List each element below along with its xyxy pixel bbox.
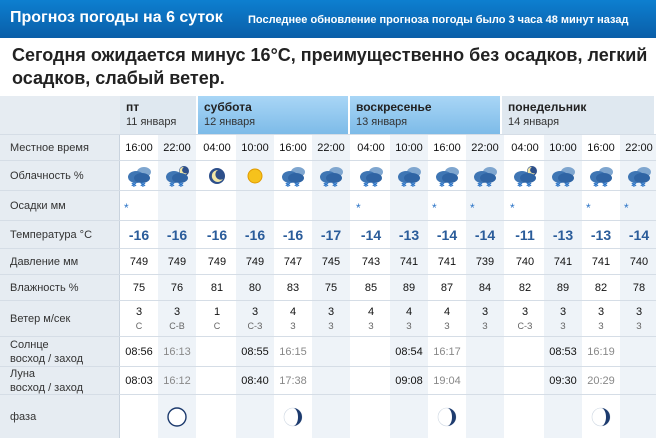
pressure-cell: 741 bbox=[399, 255, 419, 268]
column-stripe bbox=[390, 395, 428, 438]
temperature-cell: -16 bbox=[166, 226, 188, 243]
sunset-cell: 16:17 bbox=[433, 345, 461, 358]
pressure-cell: 747 bbox=[283, 255, 303, 268]
wind-direction: З bbox=[444, 320, 450, 331]
precip-cell bbox=[582, 191, 620, 220]
time-cell: 16:00 bbox=[125, 141, 153, 154]
wind-direction: З bbox=[482, 320, 488, 331]
snowflake-icon: * bbox=[356, 201, 361, 215]
precip-row-label bbox=[0, 191, 120, 220]
moon-icon bbox=[203, 164, 231, 188]
time-cell: 16:00 bbox=[587, 141, 615, 154]
page-title: Прогноз погоды на 6 суток bbox=[10, 9, 223, 26]
wind-direction: С-В bbox=[169, 320, 185, 331]
column-stripe bbox=[274, 191, 312, 220]
moonrise-cell: 09:08 bbox=[395, 374, 423, 387]
column-stripe bbox=[352, 367, 390, 394]
cloud-snow-icon bbox=[433, 164, 461, 188]
svg-text:✱: ✱ bbox=[410, 181, 416, 188]
precip-cell bbox=[506, 191, 544, 220]
column-stripe bbox=[466, 337, 504, 366]
humidity-cell: 89 bbox=[556, 281, 570, 294]
precip-cell bbox=[352, 191, 390, 220]
moon-phase-cell bbox=[274, 395, 312, 438]
wind-cell bbox=[390, 301, 428, 336]
column-stripe bbox=[506, 367, 544, 394]
svg-text:✱: ✱ bbox=[448, 181, 454, 188]
day-name: суббота bbox=[204, 100, 252, 114]
waxing-moon-icon bbox=[590, 406, 612, 428]
sunrise-cell: 08:54 bbox=[395, 345, 423, 358]
sun-row-label bbox=[0, 337, 120, 366]
row-label-text: Ветер м/сек bbox=[10, 312, 71, 325]
moon-phase-cell bbox=[428, 395, 466, 438]
wind-cell bbox=[158, 301, 196, 336]
svg-text:✱: ✱ bbox=[631, 181, 637, 188]
snowflake-icon: * bbox=[624, 201, 629, 215]
cloud-cell bbox=[428, 161, 466, 190]
snowflake-icon: * bbox=[432, 201, 437, 215]
time-cell: 22:00 bbox=[471, 141, 499, 154]
wind-speed: 4 bbox=[443, 305, 451, 318]
column-stripe bbox=[236, 191, 274, 220]
temperature-cell: -14 bbox=[474, 226, 496, 243]
wind-speed: 3 bbox=[481, 305, 489, 318]
moonrise-cell: 08:03 bbox=[125, 374, 153, 387]
column-stripe bbox=[466, 395, 504, 438]
wind-speed: 1 bbox=[213, 305, 221, 318]
cloud-snow-icon bbox=[395, 164, 423, 188]
wind-speed: 3 bbox=[173, 305, 181, 318]
row-label-text: Солнце bbox=[10, 338, 49, 351]
cloud-snow-icon bbox=[357, 164, 385, 188]
pressure-cell: 749 bbox=[207, 255, 227, 268]
column-stripe bbox=[312, 395, 350, 438]
svg-text:✱: ✱ bbox=[178, 181, 184, 188]
wind-cell bbox=[506, 301, 544, 336]
pressure-cell: 740 bbox=[515, 255, 535, 268]
pressure-cell: 741 bbox=[437, 255, 457, 268]
sunset-cell: 16:13 bbox=[163, 345, 191, 358]
svg-text:✱: ✱ bbox=[294, 181, 300, 188]
moon-phase-row-label bbox=[0, 395, 120, 438]
row-sublabel-text: восход / заход bbox=[10, 381, 84, 394]
day-header-1 bbox=[198, 96, 348, 134]
svg-text:✱: ✱ bbox=[363, 181, 369, 188]
column-stripe bbox=[120, 395, 158, 438]
temperature-cell: -13 bbox=[552, 226, 574, 243]
svg-text:✱: ✱ bbox=[602, 181, 608, 188]
pressure-cell: 739 bbox=[475, 255, 495, 268]
wind-direction: З bbox=[560, 320, 566, 331]
cloud-snow-icon bbox=[549, 164, 577, 188]
time-cell: 04:00 bbox=[357, 141, 385, 154]
pressure-cell: 745 bbox=[321, 255, 341, 268]
snowflake-icon: * bbox=[510, 201, 515, 215]
day-header-0 bbox=[120, 96, 196, 134]
temperature-cell: -16 bbox=[128, 226, 150, 243]
summary-text: Сегодня ожидается минус 16°С, преимущественно без осадков, легкий осадков, слабый ветер. bbox=[12, 45, 648, 88]
time-row-label bbox=[0, 135, 120, 160]
sun-row bbox=[0, 336, 656, 366]
humidity-cell: 80 bbox=[248, 281, 262, 294]
humidity-cell: 89 bbox=[402, 281, 416, 294]
wind-direction: З bbox=[406, 320, 412, 331]
moonset-cell: 17:38 bbox=[279, 374, 307, 387]
wind-cell bbox=[198, 301, 236, 336]
column-stripe bbox=[506, 395, 544, 438]
pressure-cell: 749 bbox=[167, 255, 187, 268]
cloud-cell bbox=[620, 161, 656, 190]
night-cloud-snow-icon bbox=[511, 164, 539, 188]
snowflake-icon: * bbox=[470, 201, 475, 215]
humidity-cell: 84 bbox=[478, 281, 492, 294]
row-label-text: Осадки мм bbox=[10, 199, 66, 212]
svg-text:✱: ✱ bbox=[564, 181, 570, 188]
time-cell: 22:00 bbox=[317, 141, 345, 154]
temperature-row-label bbox=[0, 221, 120, 248]
time-cell: 04:00 bbox=[511, 141, 539, 154]
moon-phase-cell bbox=[158, 395, 196, 438]
pressure-row-label bbox=[0, 249, 120, 274]
moon-row-label bbox=[0, 367, 120, 394]
sun-icon bbox=[241, 164, 269, 188]
wind-cell bbox=[352, 301, 390, 336]
svg-text:✱: ✱ bbox=[372, 181, 378, 188]
humidity-cell: 85 bbox=[364, 281, 378, 294]
moonrise-cell: 08:40 bbox=[241, 374, 269, 387]
row-label-text: Давление мм bbox=[10, 255, 79, 268]
temperature-cell: -16 bbox=[206, 226, 228, 243]
svg-text:✱: ✱ bbox=[517, 181, 523, 188]
cloud-cell bbox=[198, 161, 236, 190]
column-stripe bbox=[312, 191, 350, 220]
wind-cell bbox=[274, 301, 312, 336]
wind-speed: 4 bbox=[289, 305, 297, 318]
row-label-text: Влажность % bbox=[10, 281, 79, 294]
humidity-cell: 82 bbox=[518, 281, 532, 294]
time-cell: 04:00 bbox=[203, 141, 231, 154]
full-moon-icon bbox=[166, 406, 188, 428]
wind-row bbox=[0, 300, 656, 336]
column-stripe bbox=[352, 337, 390, 366]
svg-text:✱: ✱ bbox=[401, 181, 407, 188]
day-date: 14 января bbox=[508, 116, 560, 128]
column-stripe bbox=[198, 395, 236, 438]
cloud-cell bbox=[390, 161, 428, 190]
column-stripe bbox=[236, 395, 274, 438]
humidity-cell: 76 bbox=[170, 281, 184, 294]
precip-row bbox=[0, 190, 656, 220]
wind-direction: С bbox=[213, 320, 221, 331]
moonrise-cell: 09:30 bbox=[549, 374, 577, 387]
column-stripe bbox=[158, 191, 196, 220]
humidity-cell: 87 bbox=[440, 281, 454, 294]
day-name: пт bbox=[126, 100, 140, 114]
temperature-cell: -13 bbox=[398, 226, 420, 243]
precip-cell bbox=[428, 191, 466, 220]
cloud-cell bbox=[312, 161, 350, 190]
snowflake-icon: * bbox=[586, 201, 591, 215]
wind-speed: 3 bbox=[251, 305, 259, 318]
column-stripe bbox=[620, 337, 656, 366]
column-stripe bbox=[506, 337, 544, 366]
time-cell: 10:00 bbox=[241, 141, 269, 154]
sunrise-cell: 08:56 bbox=[125, 345, 153, 358]
row-sublabel-text: восход / заход bbox=[10, 352, 84, 365]
humidity-cell: 78 bbox=[632, 281, 646, 294]
table-corner bbox=[0, 96, 120, 134]
svg-text:✱: ✱ bbox=[169, 181, 175, 188]
precip-cell bbox=[620, 191, 656, 220]
cloud-cell bbox=[466, 161, 504, 190]
cloud-cell bbox=[120, 161, 158, 190]
cloud-cell bbox=[236, 161, 274, 190]
sunset-cell: 16:15 bbox=[279, 345, 307, 358]
cloud-cell bbox=[274, 161, 312, 190]
cloud-snow-icon bbox=[279, 164, 307, 188]
svg-text:✱: ✱ bbox=[285, 181, 291, 188]
time-row bbox=[0, 134, 656, 160]
moonset-cell: 19:04 bbox=[433, 374, 461, 387]
svg-text:✱: ✱ bbox=[131, 181, 137, 188]
day-header-3 bbox=[502, 96, 654, 134]
wind-cell bbox=[466, 301, 504, 336]
svg-text:✱: ✱ bbox=[439, 181, 445, 188]
svg-text:✱: ✱ bbox=[140, 181, 146, 188]
cloud-row bbox=[0, 160, 656, 190]
wind-cell bbox=[428, 301, 466, 336]
temperature-cell: -14 bbox=[628, 226, 650, 243]
temperature-cell: -11 bbox=[515, 226, 535, 243]
svg-text:✱: ✱ bbox=[323, 181, 329, 188]
moon-row bbox=[0, 366, 656, 394]
cloud-cell bbox=[544, 161, 582, 190]
wind-speed: 3 bbox=[559, 305, 567, 318]
svg-text:✱: ✱ bbox=[477, 181, 483, 188]
wind-speed: 4 bbox=[367, 305, 375, 318]
pressure-cell: 743 bbox=[361, 255, 381, 268]
column-stripe bbox=[620, 367, 656, 394]
time-cell: 22:00 bbox=[163, 141, 191, 154]
pressure-cell: 740 bbox=[629, 255, 649, 268]
day-name: понедельник bbox=[508, 100, 587, 114]
pressure-cell: 749 bbox=[245, 255, 265, 268]
column-stripe bbox=[312, 367, 350, 394]
snowflake-icon: * bbox=[124, 201, 129, 215]
sunrise-cell: 08:53 bbox=[549, 345, 577, 358]
wind-speed: 3 bbox=[635, 305, 643, 318]
humidity-cell: 83 bbox=[286, 281, 300, 294]
pressure-cell: 749 bbox=[129, 255, 149, 268]
column-stripe bbox=[198, 367, 236, 394]
cloud-snow-icon bbox=[625, 164, 653, 188]
column-stripe bbox=[620, 395, 656, 438]
header-bar bbox=[0, 0, 656, 38]
moon-phase-cell bbox=[582, 395, 620, 438]
day-date: 11 января bbox=[126, 116, 177, 128]
svg-text:✱: ✱ bbox=[640, 181, 646, 188]
cloud-snow-icon bbox=[471, 164, 499, 188]
time-cell: 16:00 bbox=[279, 141, 307, 154]
precip-cell bbox=[120, 191, 158, 220]
sunrise-cell: 08:55 bbox=[241, 345, 269, 358]
row-label-text: Местное время bbox=[10, 141, 89, 154]
column-stripe bbox=[198, 191, 236, 220]
moonset-cell: 16:12 bbox=[163, 374, 191, 387]
cloud-cell bbox=[582, 161, 620, 190]
wind-speed: 4 bbox=[405, 305, 413, 318]
cloud-snow-icon bbox=[317, 164, 345, 188]
wind-direction: З bbox=[290, 320, 296, 331]
wind-speed: 3 bbox=[327, 305, 335, 318]
wind-cell bbox=[582, 301, 620, 336]
wind-cell bbox=[120, 301, 158, 336]
column-stripe bbox=[198, 337, 236, 366]
humidity-cell: 81 bbox=[210, 281, 224, 294]
day-header-2 bbox=[350, 96, 500, 134]
time-cell: 16:00 bbox=[433, 141, 461, 154]
humidity-cell: 75 bbox=[324, 281, 338, 294]
pressure-row bbox=[0, 248, 656, 274]
time-cell: 10:00 bbox=[395, 141, 423, 154]
cloud-snow-icon bbox=[587, 164, 615, 188]
wind-speed: 3 bbox=[597, 305, 605, 318]
forecast-summary bbox=[0, 38, 656, 96]
wind-direction: З bbox=[636, 320, 642, 331]
cloud-cell bbox=[158, 161, 196, 190]
cloud-row-label bbox=[0, 161, 120, 190]
cloud-cell bbox=[506, 161, 544, 190]
wind-cell bbox=[236, 301, 274, 336]
wind-direction: С bbox=[135, 320, 143, 331]
wind-cell bbox=[620, 301, 656, 336]
pressure-cell: 741 bbox=[591, 255, 611, 268]
temperature-cell: -17 bbox=[320, 226, 342, 243]
waxing-moon-icon bbox=[282, 406, 304, 428]
wind-cell bbox=[312, 301, 350, 336]
humidity-row-label bbox=[0, 275, 120, 300]
column-stripe bbox=[466, 367, 504, 394]
wind-direction: З bbox=[368, 320, 374, 331]
temperature-cell: -14 bbox=[360, 226, 382, 243]
day-date: 13 января bbox=[356, 116, 408, 128]
waxing-moon-icon bbox=[436, 406, 458, 428]
time-cell: 10:00 bbox=[549, 141, 577, 154]
humidity-cell: 75 bbox=[132, 281, 146, 294]
moonset-cell: 20:29 bbox=[587, 374, 615, 387]
svg-text:✱: ✱ bbox=[332, 181, 338, 188]
row-label-text: Облачность % bbox=[10, 169, 84, 182]
moon-phase-row bbox=[0, 394, 656, 438]
svg-text:✱: ✱ bbox=[555, 181, 561, 188]
wind-direction: С-З bbox=[517, 320, 533, 331]
precip-cell bbox=[466, 191, 504, 220]
wind-direction: З bbox=[598, 320, 604, 331]
pressure-cell: 741 bbox=[553, 255, 573, 268]
wind-direction: С-З bbox=[247, 320, 263, 331]
svg-text:✱: ✱ bbox=[593, 181, 599, 188]
cloud-cell bbox=[352, 161, 390, 190]
humidity-cell: 82 bbox=[594, 281, 608, 294]
temperature-cell: -14 bbox=[436, 226, 458, 243]
time-cell: 22:00 bbox=[625, 141, 653, 154]
wind-cell bbox=[544, 301, 582, 336]
wind-direction: З bbox=[328, 320, 334, 331]
svg-text:✱: ✱ bbox=[526, 181, 532, 188]
temperature-row bbox=[0, 220, 656, 248]
humidity-row bbox=[0, 274, 656, 300]
temperature-cell: -16 bbox=[244, 226, 266, 243]
day-date: 12 января bbox=[204, 116, 256, 128]
night-cloud-snow-icon bbox=[163, 164, 191, 188]
svg-text:✱: ✱ bbox=[486, 181, 492, 188]
sunset-cell: 16:19 bbox=[587, 345, 615, 358]
update-status: Последнее обновление прогноза погоды было 3 часа 48 минут назад bbox=[248, 14, 629, 26]
wind-speed: 3 bbox=[521, 305, 529, 318]
row-label-text: фаза bbox=[10, 410, 37, 423]
cloud-snow-icon bbox=[125, 164, 153, 188]
temperature-cell: -13 bbox=[590, 226, 612, 243]
day-name: воскресенье bbox=[356, 100, 432, 114]
temperature-cell: -16 bbox=[282, 226, 304, 243]
column-stripe bbox=[312, 337, 350, 366]
row-label-text: Луна bbox=[10, 367, 36, 380]
row-label-text: Температура °С bbox=[10, 228, 93, 241]
column-stripe bbox=[390, 191, 428, 220]
column-stripe bbox=[544, 395, 582, 438]
column-stripe bbox=[352, 395, 390, 438]
wind-speed: 3 bbox=[135, 305, 143, 318]
column-stripe bbox=[544, 191, 582, 220]
wind-row-label bbox=[0, 301, 120, 336]
